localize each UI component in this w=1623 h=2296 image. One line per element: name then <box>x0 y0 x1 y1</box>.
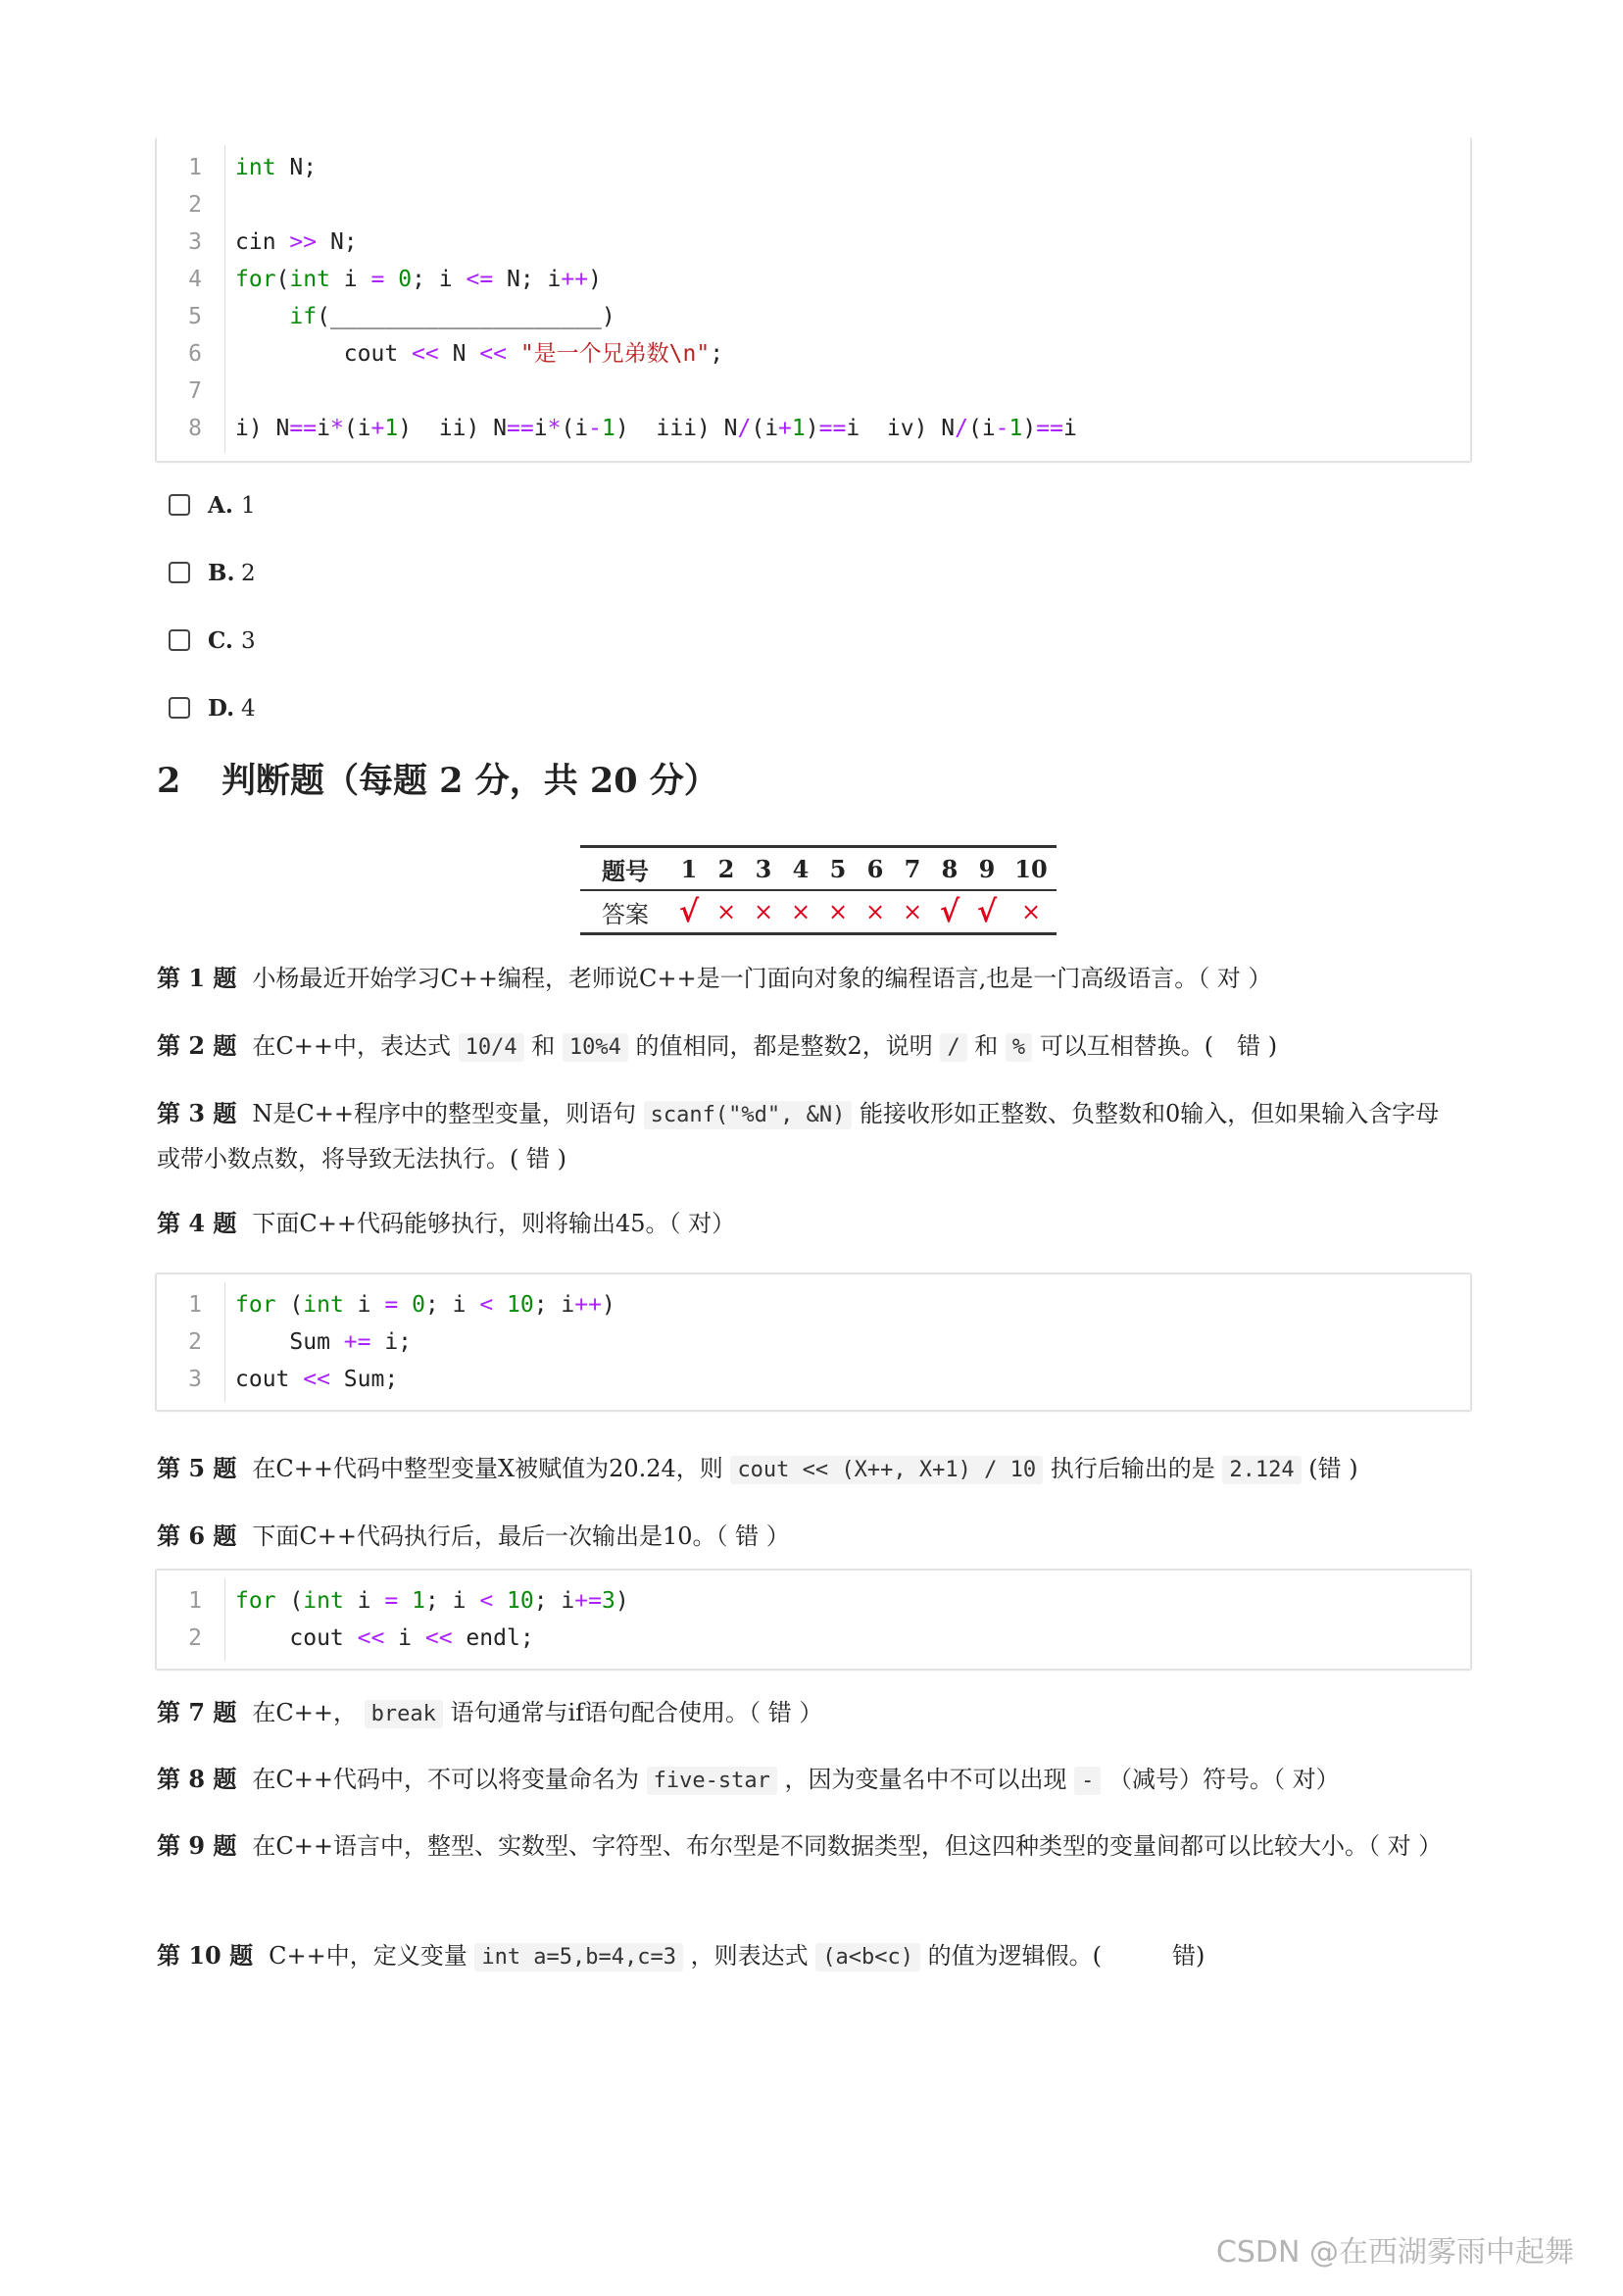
option-letter: D. <box>208 695 235 722</box>
line-number: 2 <box>188 1625 202 1651</box>
code-text: for (int i = 0; i < 10; i++) <box>235 1292 615 1318</box>
code-line <box>157 410 1470 447</box>
code-text: if(____________________) <box>289 304 615 329</box>
code-line <box>157 1620 1470 1657</box>
line-number: 7 <box>188 378 202 404</box>
section-heading <box>157 757 718 806</box>
code-block-3 <box>155 1569 1472 1671</box>
option-text: 2 <box>241 561 256 586</box>
question-5 <box>157 1447 1451 1492</box>
question-label: 第 2 题 <box>157 1031 237 1060</box>
answer-label: 答案 <box>602 900 649 928</box>
code-text: for (int i = 1; i < 10; i+=3) <box>235 1588 629 1614</box>
question-text: 小杨最近开始学习C++编程，老师说C++是一门面向对象的编程语言,也是一门高级语言。（ 对 ） <box>252 965 1272 992</box>
question-text: 在C++中，表达式 10/4 和 10%4 的值相同，都是整数2，说明 / 和 % 可以互相替换。( 错 ) <box>252 1032 1278 1060</box>
question-text: N是C++程序中的整型变量，则语句 scanf("%d", &N) 能接收形如正整数、负整数和0输入，但如果输入含字母或带小数点数，将导致无法执行。( 错 ) <box>157 1100 1440 1173</box>
line-number: 1 <box>188 1588 202 1614</box>
checkbox[interactable] <box>169 697 190 719</box>
code-line <box>157 1361 1470 1398</box>
question-number: 7 <box>894 847 931 891</box>
answer-mark: √ <box>678 894 700 929</box>
question-2 <box>157 1024 1451 1070</box>
line-number: 3 <box>188 1367 202 1392</box>
answer-mark: √ <box>976 894 998 929</box>
question-label: 第 1 题 <box>157 964 237 992</box>
code-line <box>157 335 1470 373</box>
section-title: 判断题（每题 2 分，共 20 分） <box>221 761 718 801</box>
checkbox[interactable] <box>169 494 190 516</box>
checkbox[interactable] <box>169 629 190 651</box>
question-text: 下面C++代码执行后，最后一次输出是10。（ 错 ） <box>252 1522 790 1550</box>
answer-table-header-row <box>580 847 1057 891</box>
answer-mark: × <box>827 898 849 925</box>
code-block-2 <box>155 1273 1472 1412</box>
checkbox[interactable] <box>169 562 190 583</box>
question-label: 第 7 题 <box>157 1698 237 1726</box>
code-line <box>157 1286 1470 1323</box>
code-text: Sum += i; <box>235 1329 413 1355</box>
question-number: 5 <box>819 847 857 891</box>
answer-mark: × <box>790 898 812 925</box>
code-line <box>157 224 1470 261</box>
question-text: 在C++， break 语句通常与if语句配合使用。（ 错 ） <box>252 1699 823 1726</box>
question-3 <box>157 1092 1451 1180</box>
answer-mark: × <box>715 898 737 925</box>
option-text: 1 <box>241 493 256 519</box>
question-label: 第 6 题 <box>157 1522 237 1550</box>
question-number: 10 <box>1006 847 1057 891</box>
line-number: 1 <box>188 1292 202 1318</box>
answer-table <box>580 845 1057 935</box>
code-text: int N; <box>235 155 318 180</box>
question-label: 第 5 题 <box>157 1454 237 1482</box>
code-text: for(int i = 0; i <= N; i++) <box>235 267 602 292</box>
question-number: 9 <box>968 847 1006 891</box>
question-number: 4 <box>782 847 819 891</box>
code-line <box>157 298 1470 335</box>
line-number: 3 <box>188 229 202 255</box>
line-number: 6 <box>188 341 202 367</box>
section-number: 2 <box>157 761 181 801</box>
line-number: 1 <box>188 155 202 180</box>
option-letter: C. <box>208 627 233 654</box>
code-text: cin >> N; <box>235 229 358 255</box>
question-number: 6 <box>857 847 894 891</box>
question-label: 第 9 题 <box>157 1831 237 1860</box>
code-text: cout << Sum; <box>235 1367 399 1392</box>
answer-mark: × <box>902 898 923 925</box>
question-6 <box>157 1515 1451 1558</box>
question-label: 第 8 题 <box>157 1765 237 1793</box>
code-text: cout << N << "是一个兄弟数\n"; <box>235 341 724 367</box>
header-label: 题号 <box>580 847 670 891</box>
code-text: cout << i << endl; <box>235 1625 534 1651</box>
code-text: i) N==i*(i+1) ii) N==i*(i-1) iii) N/(i+1)==i iv) N/(i-1)==i <box>235 416 1077 441</box>
line-number: 5 <box>188 304 202 329</box>
line-number: 4 <box>188 267 202 292</box>
code-line <box>157 149 1470 186</box>
question-label: 第 3 题 <box>157 1099 237 1127</box>
line-number: 2 <box>188 1329 202 1355</box>
question-number: 2 <box>708 847 745 891</box>
code-line <box>157 1582 1470 1620</box>
option-text: 3 <box>241 628 256 654</box>
code-line <box>157 261 1470 298</box>
answer-mark: × <box>1020 898 1042 925</box>
answer-mark: √ <box>939 894 960 929</box>
code-line <box>157 186 1470 224</box>
option-text: 4 <box>241 696 256 722</box>
question-7 <box>157 1691 1451 1736</box>
question-text: 下面C++代码能够执行，则将输出45。（ 对） <box>252 1210 736 1237</box>
watermark: CSDN @在西湖雾雨中起舞 <box>1215 2235 1574 2270</box>
question-4 <box>157 1202 1451 1245</box>
code-block-1 <box>155 137 1472 463</box>
question-text: C++中，定义变量 int a=5,b=4,c=3 ，则表达式 (a<b<c) 的值为逻辑假。( 错) <box>269 1942 1205 1970</box>
question-10 <box>157 1934 1451 1979</box>
question-8 <box>157 1758 1451 1803</box>
answer-mark: × <box>753 898 774 925</box>
option-letter: A. <box>208 492 233 519</box>
code-line <box>157 1323 1470 1361</box>
line-number: 8 <box>188 416 202 441</box>
question-label: 第 4 题 <box>157 1209 237 1237</box>
code-line <box>157 373 1470 410</box>
question-text: 在C++语言中，整型、实数型、字符型、布尔型是不同数据类型，但这四种类型的变量间都可以比较大小。（ 对 ） <box>252 1832 1443 1860</box>
question-text: 在C++代码中，不可以将变量命名为 five-star ，因为变量名中不可以出现 - （减号）符号。（ 对） <box>252 1766 1340 1793</box>
question-label: 第 10 题 <box>157 1941 254 1970</box>
answer-mark: × <box>864 898 886 925</box>
question-number: 8 <box>931 847 968 891</box>
line-number: 2 <box>188 192 202 218</box>
question-9 <box>157 1824 1451 1868</box>
answer-table-answer-row <box>580 890 1057 934</box>
question-text: 在C++代码中整型变量X被赋值为20.24，则 cout << (X++, X+1) / 10 执行后输出的是 2.124 (错 ) <box>252 1455 1358 1482</box>
question-number: 1 <box>670 847 708 891</box>
question-number: 3 <box>745 847 782 891</box>
question-1 <box>157 957 1451 1000</box>
option-letter: B. <box>208 560 235 586</box>
